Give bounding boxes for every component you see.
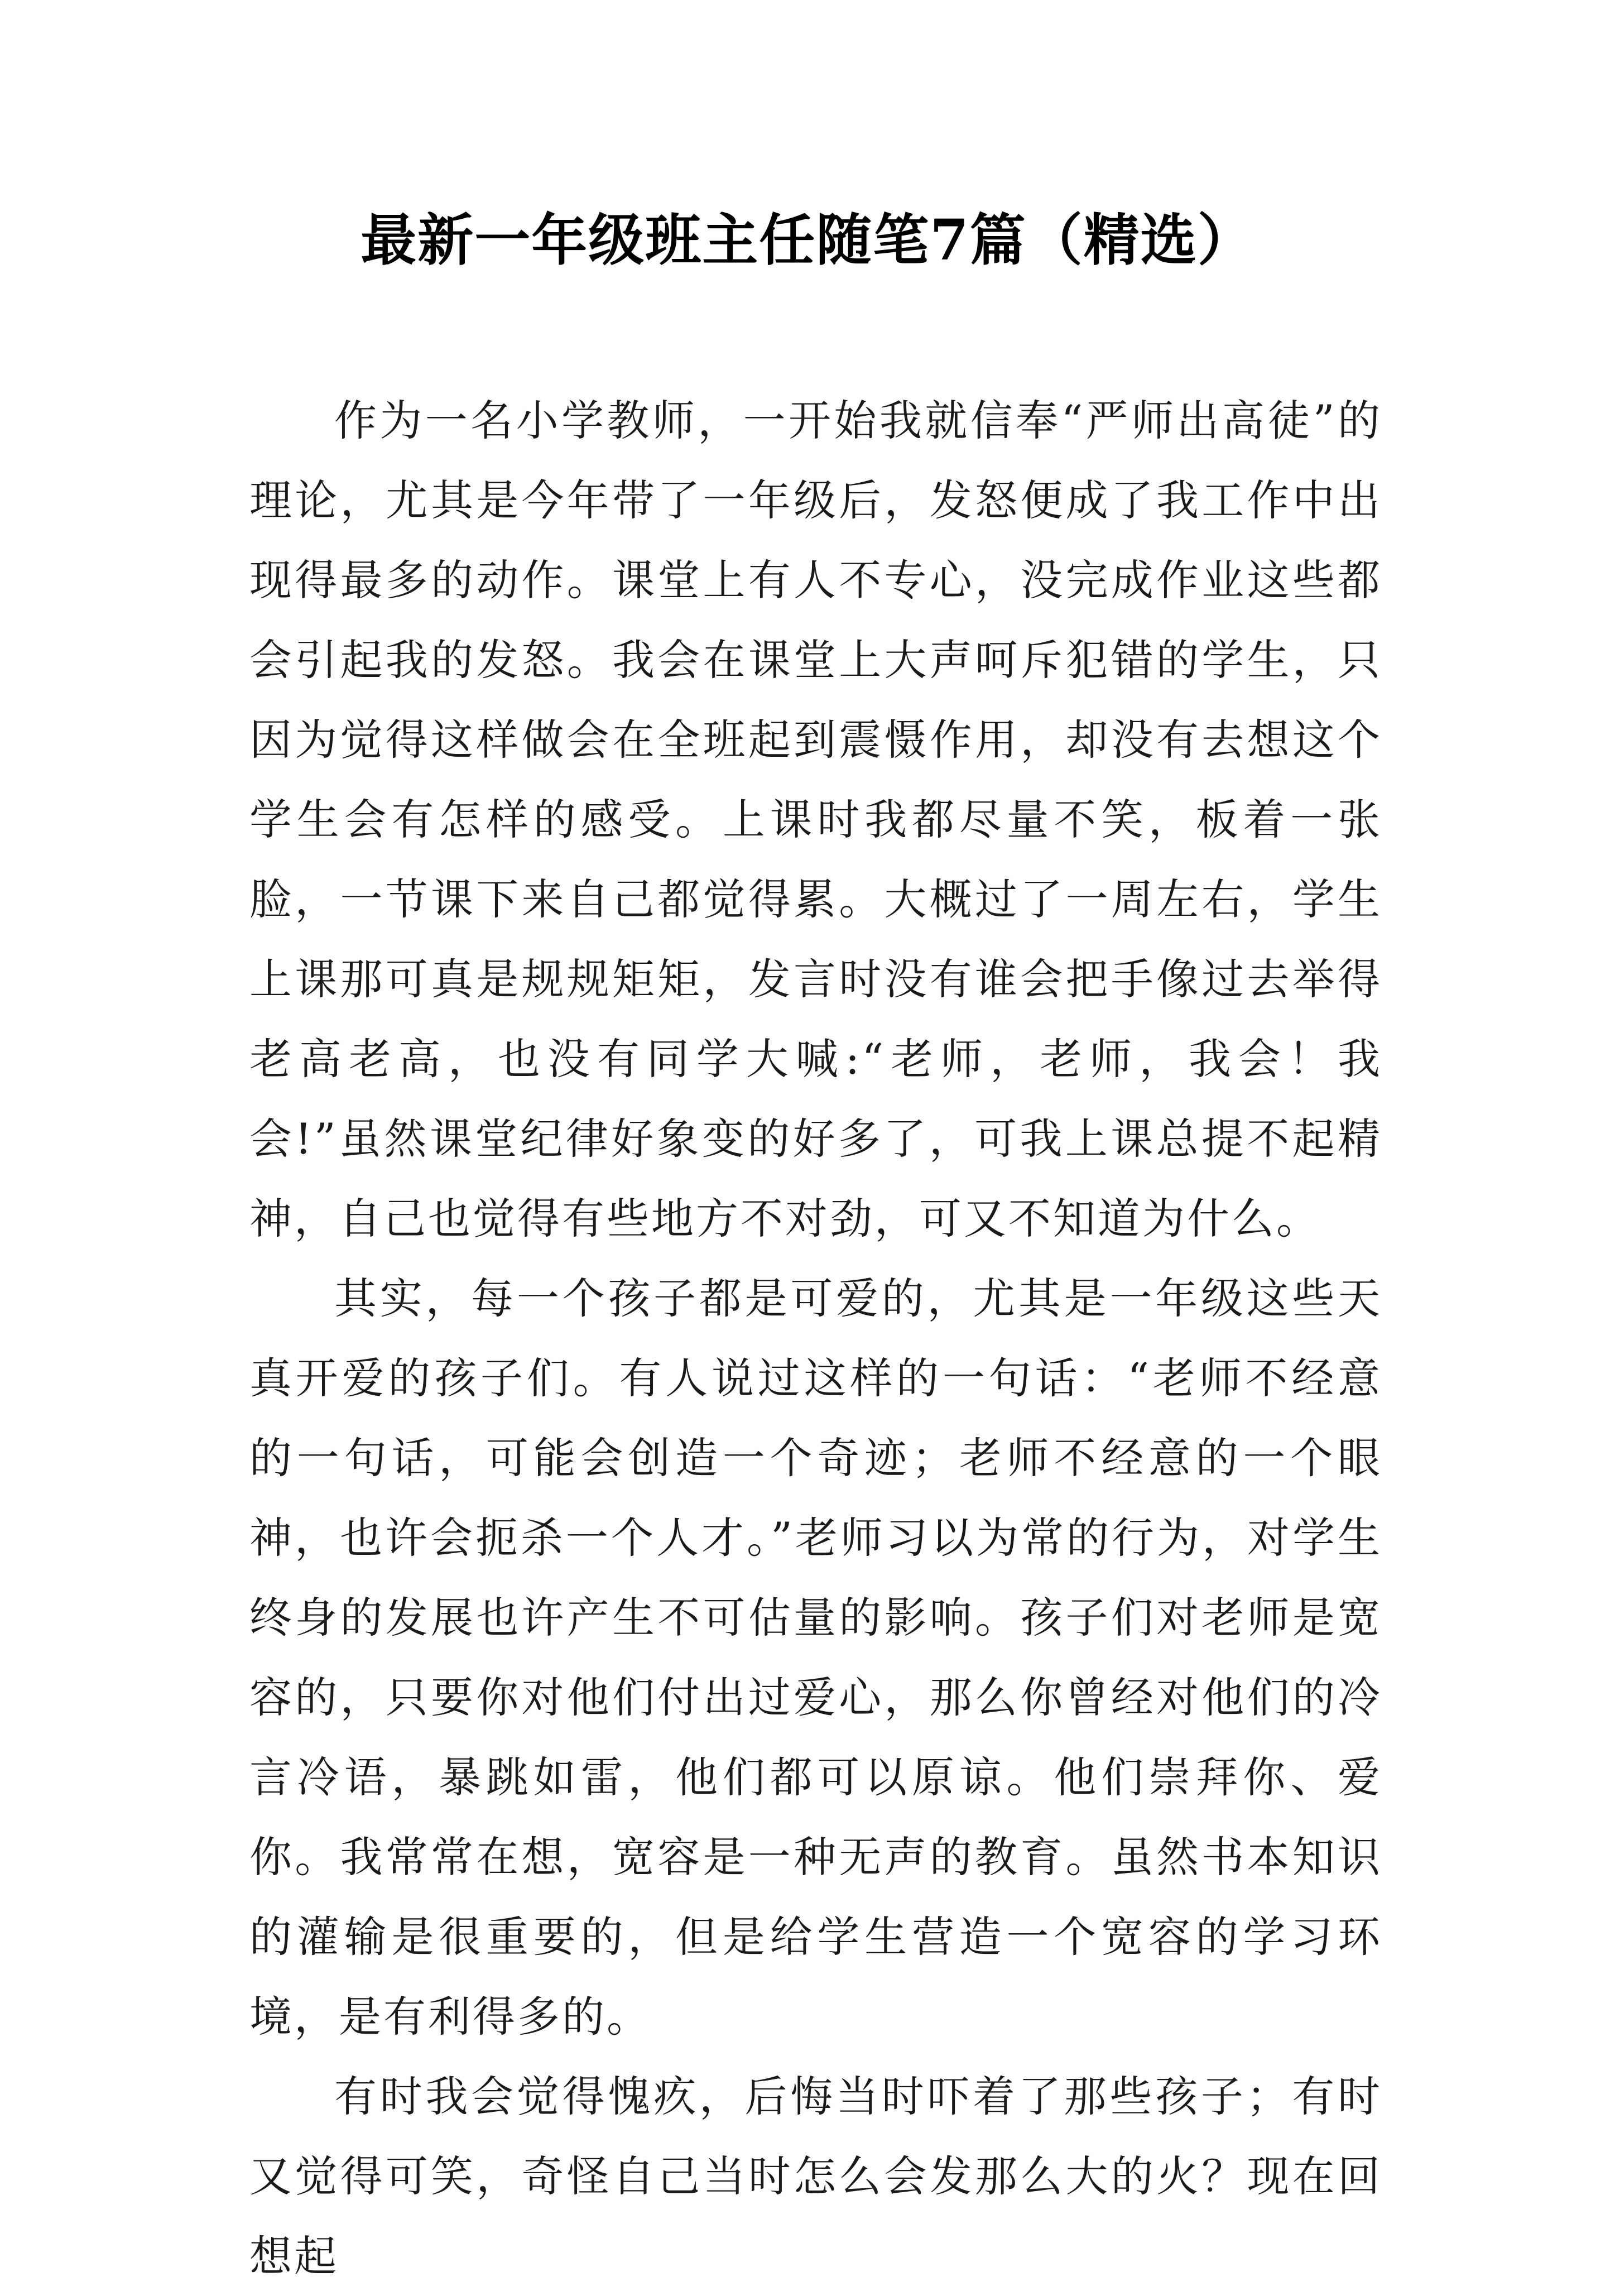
document-body: [249, 381, 1382, 2296]
paragraph-1: 作为一名小学教师，一开始我就信奉“严师出高徒”的理论，尤其是今年带了一年级后，发怒便成了我工作中出现得最多的动作。课堂上有人不专心，没完成作业这些都会引起我的发怒。我会在课堂上大声呵斥犯错的学生，只因为觉得这样做会在全班起到震慑作用，却没有去想这个学生会有怎样的感受。上课时我都尽量不笑，板着一张脸，一节课下来自己都觉得累。大概过了一周左右，学生上课那可真是规规矩矩，发言时没有谁会把手像过去举得老高老高，也没有同学大喊:“老师，老师，我会！我会!”虽然课堂纪律好象变的好多了，可我上课总提不起精神，自己也觉得有些地方不对劲，可又不知道为什么。: [249, 396, 1382, 1243]
document-title: 最新一年级班主任随笔7篇（精选）: [361, 207, 1254, 273]
paragraph-3: 有时我会觉得愧疚，后悔当时吓着了那些孩子；有时又觉得可笑，奇怪自己当时怎么会发那么大的火？现在回想起: [249, 2072, 1382, 2281]
paragraph-2: 其实，每一个孩子都是可爱的，尤其是一年级这些天真开爱的孩子们。有人说过这样的一句话：“老师不经意的一句话，可能会创造一个奇迹；老师不经意的一个眼神，也许会扼杀一个人才。”老师习以为常的行为，对学生终身的发展也许产生不可估量的影响。孩子们对老师是宽容的，只要你对他们付出过爱心，那么你曾经对他们的冷言冷语，暴跳如雷，他们都可以原谅。他们崇拜你、爱你。我常常在想，宽容是一种无声的教育。虽然书本知识的灌输是很重要的，但是给学生营造一个宽容的学习环境，是有利得多的。: [249, 1274, 1382, 2042]
